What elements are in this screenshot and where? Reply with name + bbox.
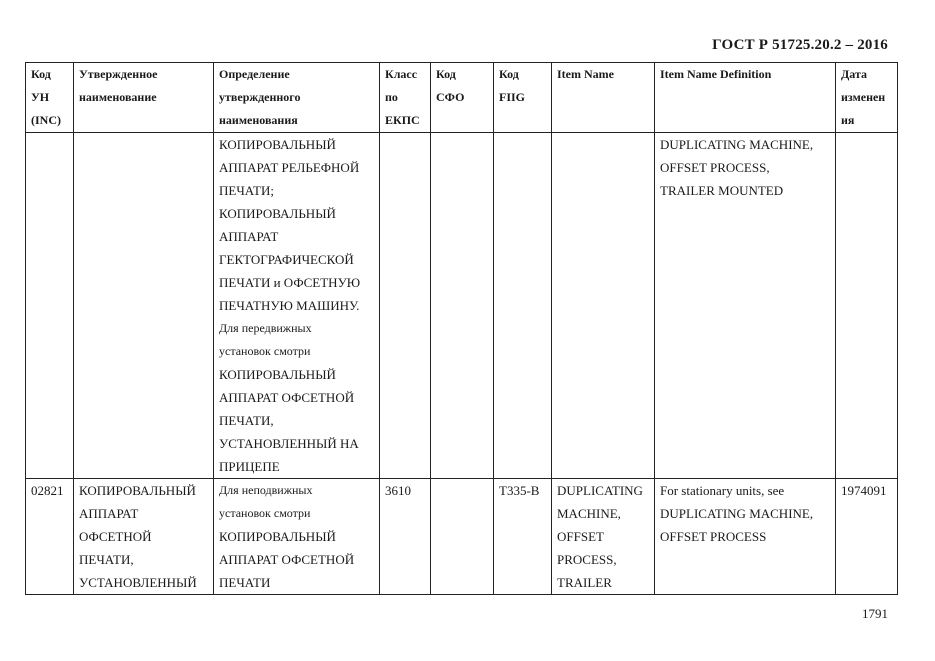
definition-line: установок смотри (219, 344, 311, 358)
definition-line: УСТАНОВЛЕННЫЙ НА (219, 436, 359, 451)
header-definition (214, 63, 380, 133)
table-body (26, 133, 898, 595)
definition-line: КОПИРОВАЛЬНЫЙ (219, 137, 336, 152)
cell-sfo-code (431, 133, 494, 479)
definition-line: АППАРАТ ОФСЕТНОЙ (219, 552, 355, 567)
definition-line: АППАРАТ (219, 229, 279, 244)
cell-sfo-code (431, 479, 494, 595)
header-fiig-code-line: Код (499, 67, 519, 81)
approved-name-line: КОПИРОВАЛЬНЫЙ (79, 483, 196, 498)
item-name-line: PROCESS, (557, 552, 617, 567)
header-ekps-class-line: ЕКПС (385, 113, 420, 127)
table-row (26, 479, 898, 595)
header-change-date-line: Дата (841, 67, 867, 81)
approved-name-line: ПЕЧАТИ, (79, 552, 134, 567)
header-inc (26, 63, 74, 133)
change-date-value: 1974091 (841, 483, 887, 498)
item-name-definition-line: TRAILER MOUNTED (660, 183, 784, 198)
definition-line: ПЕЧАТНУЮ МАШИНУ. (219, 298, 360, 313)
header-ekps-class-line: по (385, 90, 398, 104)
definition-line: ПЕЧАТИ, (219, 413, 274, 428)
cell-change-date (836, 133, 898, 479)
header-item-name-definition-line: Item Name Definition (660, 67, 772, 81)
header-sfo-code-line: Код (436, 67, 456, 81)
header-approved-name (74, 63, 214, 133)
definition-line: ПЕЧАТИ и ОФСЕТНУЮ (219, 275, 361, 290)
cell-definition (214, 133, 380, 479)
definition-line: установок смотри (219, 506, 311, 520)
cell-inc (26, 479, 74, 595)
cell-item-name (552, 133, 655, 479)
item-name-line: TRAILER (557, 575, 612, 590)
item-name-definition-line: DUPLICATING MACHINE, (660, 506, 814, 521)
item-name-definition-line: OFFSET PROCESS, (660, 160, 770, 175)
inc-value: 02821 (31, 483, 64, 498)
cell-fiig-code (494, 479, 552, 595)
table-row (26, 133, 898, 479)
cell-definition (214, 479, 380, 595)
definition-line: КОПИРОВАЛЬНЫЙ (219, 529, 336, 544)
definition-line: Для неподвижных (219, 483, 313, 497)
document-standard-header: ГОСТ Р 51725.20.2 – 2016 (712, 37, 888, 53)
header-inc-line: Код (31, 67, 51, 81)
header-fiig-code-line: FIIG (499, 90, 526, 104)
cell-inc (26, 133, 74, 479)
definition-line: КОПИРОВАЛЬНЫЙ (219, 206, 336, 221)
header-approved-name-line: наименование (79, 90, 157, 104)
cell-item-name (552, 479, 655, 595)
header-item-name-definition (655, 63, 836, 133)
header-item-name-line: Item Name (557, 67, 614, 81)
cell-item-name-definition (655, 133, 836, 479)
header-fiig-code (494, 63, 552, 133)
definition-line: ПЕЧАТИ (219, 575, 271, 590)
item-name-line: MACHINE, (557, 506, 621, 521)
header-definition-line: наименования (219, 113, 298, 127)
definition-line: ГЕКТОГРАФИЧЕСКОЙ (219, 252, 354, 267)
definition-line: АППАРАТ ОФСЕТНОЙ (219, 390, 355, 405)
header-approved-name-line: Утвержденное (79, 67, 158, 81)
definition-line: ПРИЦЕПЕ (219, 459, 280, 474)
cell-change-date (836, 479, 898, 595)
header-change-date-line: изменен (841, 90, 886, 104)
header-inc-line: УН (31, 90, 50, 104)
header-ekps-class (380, 63, 431, 133)
cell-approved-name (74, 479, 214, 595)
item-name-definition-line: DUPLICATING MACHINE, (660, 137, 814, 152)
definition-line: АППАРАТ РЕЛЬЕФНОЙ (219, 160, 360, 175)
definition-line: ПЕЧАТИ; (219, 183, 274, 198)
definition-line: Для передвижных (219, 321, 312, 335)
page-number: 1791 (862, 606, 888, 621)
item-name-line: OFFSET (557, 529, 604, 544)
header-sfo-code (431, 63, 494, 133)
definition-line: КОПИРОВАЛЬНЫЙ (219, 367, 336, 382)
approved-name-line: ОФСЕТНОЙ (79, 529, 152, 544)
header-item-name (552, 63, 655, 133)
item-name-line: DUPLICATING (557, 483, 643, 498)
approved-name-line: УСТАНОВЛЕННЫЙ (79, 575, 197, 590)
cell-approved-name (74, 133, 214, 479)
header-change-date-line: ия (841, 113, 855, 127)
ekps-class-value: 3610 (385, 483, 411, 498)
table-header (26, 63, 898, 133)
header-change-date (836, 63, 898, 133)
item-name-definition-line: OFFSET PROCESS (660, 529, 767, 544)
cell-ekps-class (380, 479, 431, 595)
header-inc-line: (INC) (31, 113, 61, 127)
approved-name-line: АППАРАТ (79, 506, 139, 521)
header-ekps-class-line: Класс (385, 67, 418, 81)
cell-ekps-class (380, 133, 431, 479)
nomenclature-table (25, 62, 898, 595)
cell-item-name-definition (655, 479, 836, 595)
header-sfo-code-line: СФО (436, 90, 465, 104)
header-definition-line: Определение (219, 67, 290, 81)
item-name-definition-line: For stationary units, see (660, 483, 785, 498)
fiig-code-value: T335-B (499, 483, 540, 498)
table-header-row (26, 63, 898, 133)
cell-fiig-code (494, 133, 552, 479)
header-definition-line: утвержденного (219, 90, 301, 104)
